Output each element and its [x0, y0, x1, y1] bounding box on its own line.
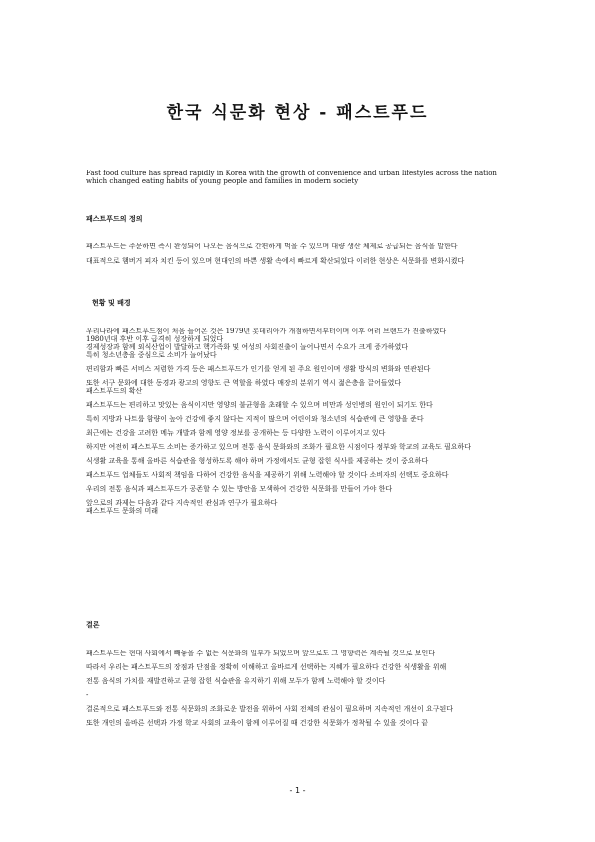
intro-paragraph: [86, 170, 514, 186]
text-line: 따라서 우리는 패스트푸드의 장점과 단점을 정확히 이해하고 올바르게 선택하는 지혜가 필요하다 건강한 식생활을 위해: [86, 663, 447, 671]
text-line: 우리나라에 패스트푸드점이 처음 들어온 것은 1979년 롯데리아가 개점하면서부터이며 이후 여러 브랜드가 진출하였다: [86, 328, 447, 335]
text-line: 패스트푸드 업체들도 사회적 책임을 다하여 건강한 음식을 제공하기 위해 노력해야 할 것이다 소비자의 선택도 중요하다: [86, 471, 449, 479]
text-line: 최근에는 건강을 고려한 메뉴 개발과 함께 영양 정보를 공개하는 등 다양한 노력이 이루어지고 있다: [86, 429, 386, 437]
text-line: 1980년대 후반 이후 급격히 성장하게 되었다: [86, 335, 224, 343]
text-line: 우리의 전통 음식과 패스트푸드가 공존할 수 있는 방안을 모색하여 건강한 식문화를 만들어 가야 한다: [86, 485, 393, 493]
section2-paragraph: [86, 328, 514, 516]
text-line: 앞으로의 과제는 다음과 같다 지속적인 관심과 연구가 필요하다: [86, 499, 278, 507]
section1-paragraph: [86, 243, 514, 266]
text-line: -: [86, 691, 89, 699]
text-line: 특히 지방과 나트륨 함량이 높아 건강에 좋지 않다는 지적이 많으며 어린이와 청소년의 식습관에 큰 영향을 준다: [86, 415, 424, 423]
text-line: 특히 청소년층을 중심으로 소비가 늘어났다: [86, 351, 217, 359]
section3-paragraph: [86, 650, 514, 728]
text-line: 편리함과 빠른 서비스 저렴한 가격 등은 패스트푸드가 인기를 얻게 된 주요 원인이며 생활 방식의 변화와 연관된다: [86, 365, 431, 373]
text-line: 식생활 교육을 통해 올바른 식습관을 형성하도록 해야 하며 가정에서도 균형 잡힌 식사를 제공하는 것이 중요하다: [86, 457, 429, 465]
section-heading: 결론: [86, 621, 100, 629]
text-line: 패스트푸드는 주문하면 즉시 완성되어 나오는 음식으로 간편하게 먹을 수 있으며 대량 생산 체제로 공급되는 음식을 말한다: [86, 243, 458, 250]
section-heading: 패스트푸드의 정의: [86, 215, 143, 223]
text-line: 결론적으로 패스트푸드와 전통 식문화의 조화로운 발전을 위하여 사회 전체의 관심이 필요하며 지속적인 개선이 요구된다: [86, 705, 454, 713]
text-line: 또한 서구 문화에 대한 동경과 광고의 영향도 큰 역할을 하였다 매장의 분위기 역시 젊은층을 끌어들였다: [86, 379, 402, 387]
section-heading: 현황 및 배경: [92, 299, 131, 307]
page-number: - 1 -: [289, 786, 306, 795]
text-line: 전통 음식의 가치를 재발견하고 균형 잡힌 식습관을 유지하기 위해 모두가 함께 노력해야 할 것이다: [86, 677, 386, 685]
text-line: Fast food culture has spread rapidly in Korea with the growth of convenience and urban lifestyles across the nation: [86, 170, 497, 177]
text-line: 패스트푸드는 현대 사회에서 빼놓을 수 없는 식문화의 일부가 되었으며 앞으로도 그 영향력은 계속될 것으로 보인다: [86, 650, 435, 657]
text-line: 또한 개인의 올바른 선택과 가정 학교 사회의 교육이 함께 이루어질 때 건강한 식문화가 정착될 수 있을 것이다 끝: [86, 719, 429, 727]
text-line: which changed eating habits of young people and families in modern society: [86, 177, 359, 185]
text-line: 패스트푸드는 편리하고 맛있는 음식이지만 영양의 불균형을 초래할 수 있으며 비만과 성인병의 원인이 되기도 한다: [86, 401, 433, 409]
text-line: 패스트푸드의 확산: [86, 387, 143, 395]
text-line: 패스트푸드 문화의 미래: [86, 507, 159, 515]
text-line: 하지만 여전히 패스트푸드 소비는 증가하고 있으며 전통 음식 문화와의 조화가 필요한 시점이다 정부와 학교의 교육도 필요하다: [86, 443, 471, 451]
document-title: 한국 식문화 현상 - 패스트푸드: [166, 103, 429, 123]
text-line: 경제성장과 함께 외식산업이 발달하고 핵가족화 및 여성의 사회진출이 늘어나면서 수요가 크게 증가하였다: [86, 343, 409, 351]
text-line: 대표적으로 햄버거 피자 치킨 등이 있으며 현대인의 바쁜 생활 속에서 빠르게 확산되었다 이러한 현상은 식문화를 변화시켰다: [86, 257, 465, 265]
